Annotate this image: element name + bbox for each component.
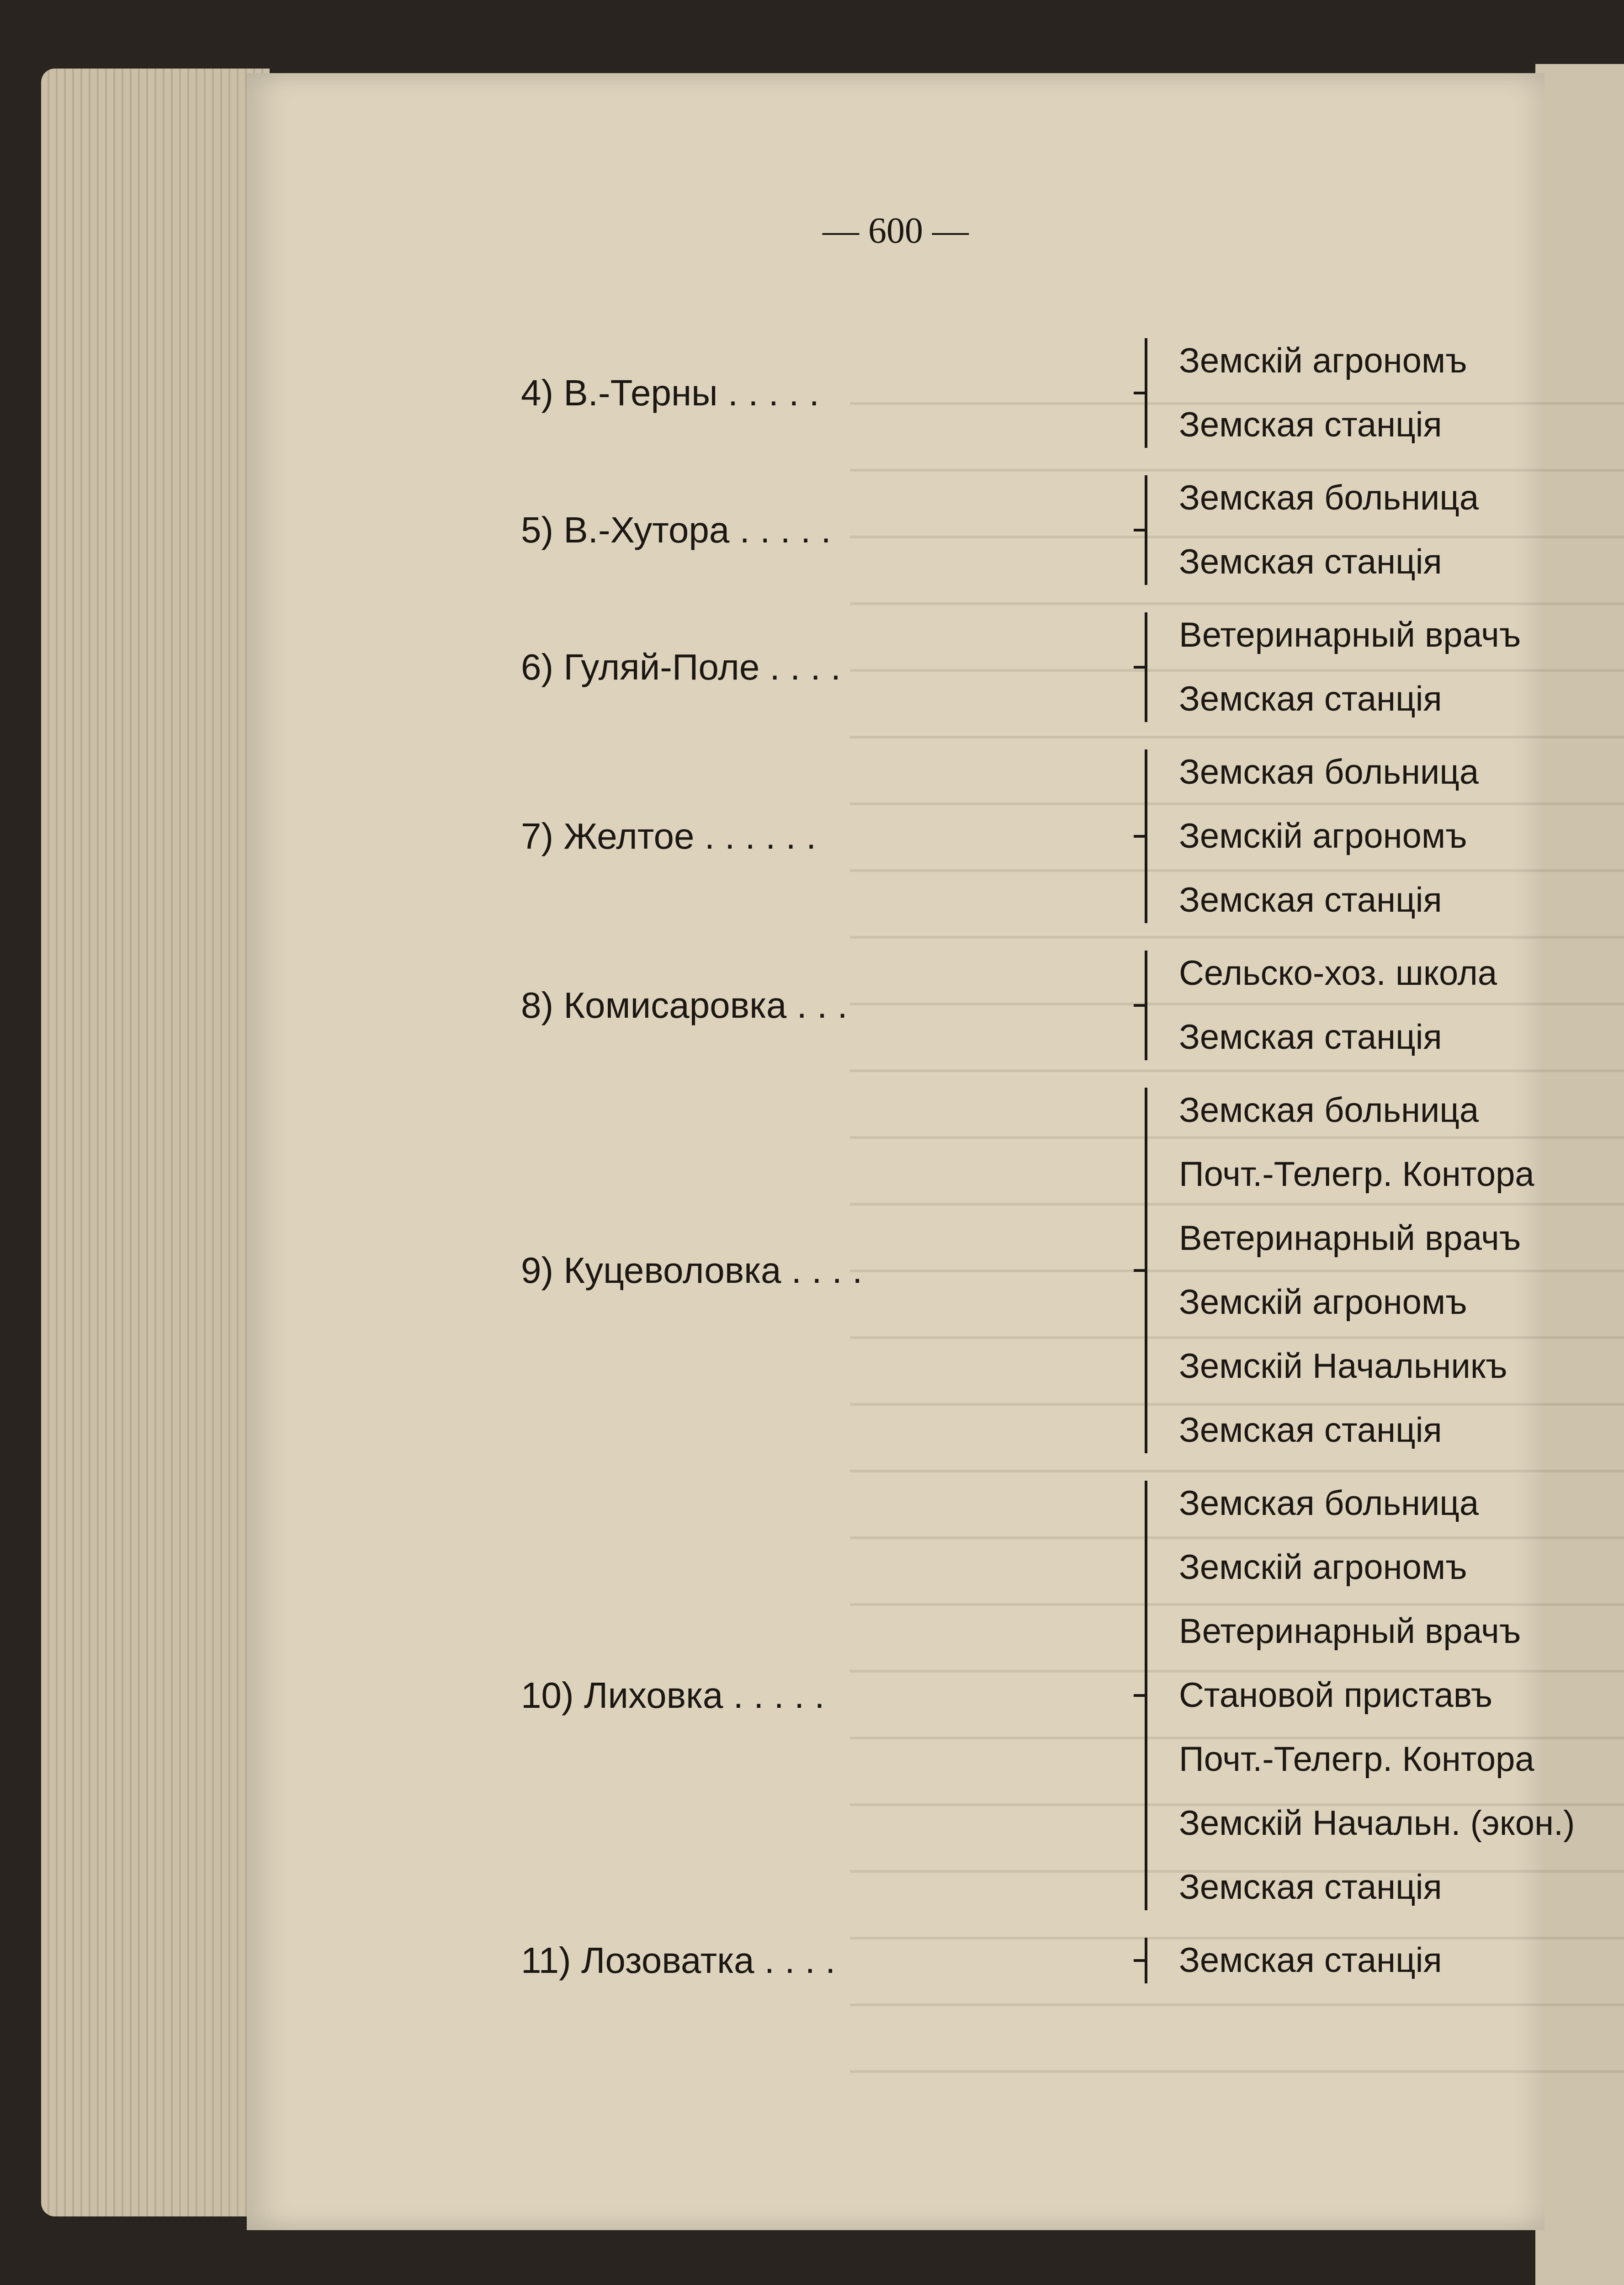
entry-item: Земская больница [1179,1484,1479,1523]
brace [1145,475,1161,585]
entry-label: 4) В.-Терны . . . . . [521,372,819,413]
entry-items [1179,466,1479,594]
entry-item: Ветеринарный врачъ [1179,616,1521,654]
entry-item: Земская станція [1179,1018,1442,1057]
facing-page-edge [1535,64,1624,2285]
entry-item: Ветеринарный врачъ [1179,1612,1521,1651]
brace [1145,1481,1161,1910]
entry-item: Сельско-хоз. школа [1179,954,1497,993]
entry-item: Земская больница [1179,478,1479,517]
brace [1145,338,1161,448]
entry-item: Земскій Начальн. (экон.) [1179,1804,1575,1843]
entry-label: 10) Лиховка . . . . . [521,1675,825,1716]
entry-item: Земская станція [1179,1941,1442,1980]
entry-item: Земскій агрономъ [1179,817,1467,856]
entry-items [1179,329,1467,457]
entry-items [1179,1079,1534,1462]
entry-item: Земская больница [1179,1091,1479,1130]
entry-label: 6) Гуляй-Поле . . . . [521,647,841,687]
entry-item: Земская станція [1179,405,1442,444]
entry-item: Земскій агрономъ [1179,1283,1467,1322]
entry-items [1179,1929,1442,1993]
brace [1145,951,1161,1060]
entry-label: 7) Желтое . . . . . . [521,816,817,856]
book-page [247,73,1575,2230]
entry-item: Почт.-Телегр. Контора [1179,1155,1534,1194]
entry-item: Почт.-Телегр. Контора [1179,1740,1534,1779]
entry-item: Земскій Начальникъ [1179,1347,1507,1386]
entry-item: Земская станція [1179,1411,1442,1450]
entry-item: Ветеринарный врачъ [1179,1219,1521,1258]
brace [1145,749,1161,923]
entry-items [1179,941,1497,1069]
entry-item: Земская станція [1179,680,1442,718]
entry-items [1179,740,1479,932]
entry-label: 11) Лозоватка . . . . [521,1940,836,1981]
entry-item: Земская станція [1179,1868,1442,1907]
brace [1145,1938,1161,1983]
entry-item: Земская больница [1179,753,1479,792]
entry-items [1179,603,1521,731]
entry-item: Земская станція [1179,542,1442,581]
book-page-edges [41,69,270,2216]
brace [1145,612,1161,722]
entry-label: 5) В.-Хутора . . . . . [521,510,831,550]
entry-label: 8) Комисаровка . . . [521,985,848,1026]
entry-item: Земская станція [1179,881,1442,919]
brace [1145,1088,1161,1453]
entry-items [1179,1472,1575,1919]
entry-item: Земскій агрономъ [1179,1548,1467,1587]
entry-item: Земскій агрономъ [1179,341,1467,380]
entry-item: Становой приставъ [1179,1676,1493,1715]
entry-label: 9) Куцеволовка . . . . [521,1250,863,1291]
page-number: — 600 — [823,211,969,251]
